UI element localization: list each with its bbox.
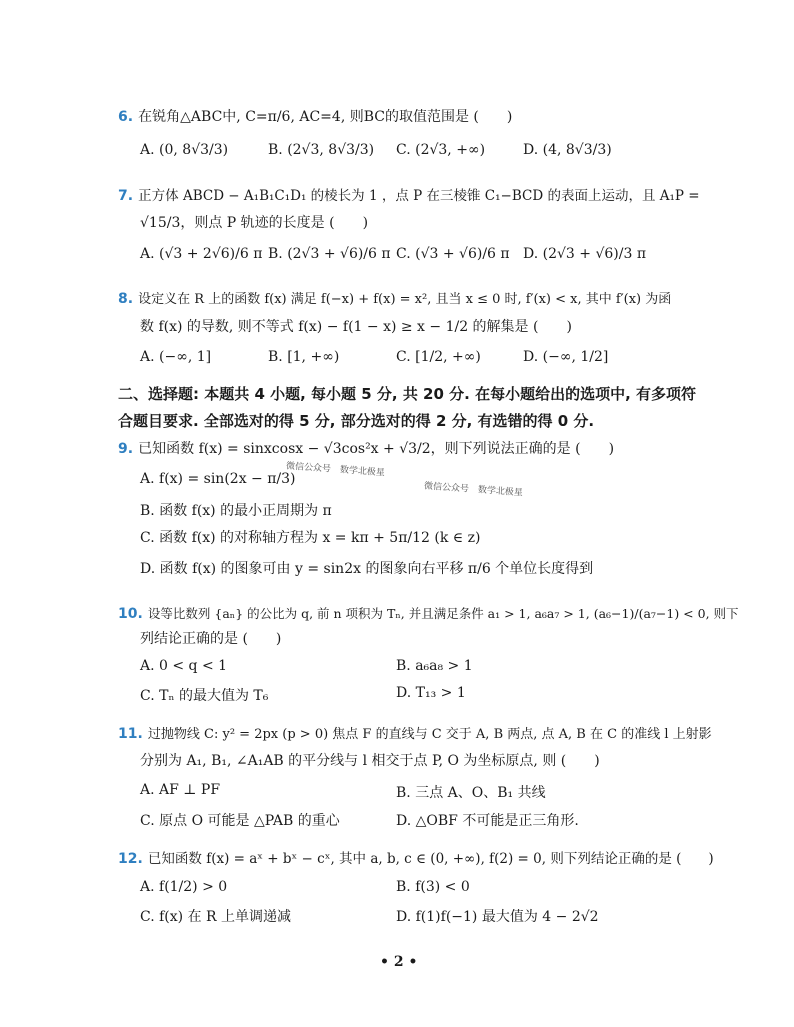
q11-option-b: B. 三点 A、O、B₁ 共线: [396, 785, 546, 801]
watermark-2: 微信公众号 数学北极星: [423, 481, 524, 499]
q12-option-d: D. f(1)f(−1) 最大值为 4 − 2√2: [396, 909, 599, 925]
q7-number: 7.: [118, 188, 134, 204]
q7-option-c: C. (√3 + √6)/6 π: [396, 246, 510, 262]
q10-option-a: A. 0 < q < 1: [140, 658, 228, 674]
q9-number: 9.: [118, 441, 134, 457]
q6-option-a: A. (0, 8√3/3): [140, 142, 229, 158]
q7-stem-line1: 正方体 ABCD − A₁B₁C₁D₁ 的棱长为 1 ，点 P 在三棱锥 C₁−BCD 的表面上运动，且 A₁P =: [138, 188, 700, 204]
q8-stem-line2: 数 f(x) 的导数, 则不等式 f(x) − f(1 − x) ≥ x − 1/2 的解集是 ( ): [140, 319, 572, 335]
q6-option-c: C. (2√3, +∞): [396, 142, 486, 158]
q12-option-a: A. f(1/2) > 0: [140, 879, 228, 895]
q10-option-c: C. Tₙ 的最大值为 T₆: [140, 688, 269, 704]
q7-option-b: B. (2√3 + √6)/6 π: [268, 246, 391, 262]
section-2-heading-line2: 合题目要求. 全部选对的得 5 分, 部分选对的得 2 分, 有选错的得 0 分.: [118, 412, 595, 430]
q11-option-a: A. AF ⊥ PF: [140, 782, 221, 798]
q9-stem: 已知函数 f(x) = sinxcosx − √3cos²x + √3/2，则下列说法正确的是 ( ): [138, 441, 615, 457]
q8: [118, 288, 671, 307]
q12: [118, 847, 714, 867]
q6-number: 6.: [118, 109, 134, 125]
q6-option-d: D. (4, 8√3/3): [523, 142, 612, 158]
q8-option-d: D. (−∞, 1/2]: [523, 349, 609, 365]
q6: [118, 106, 512, 126]
q8-option-c: C. [1/2, +∞): [396, 349, 481, 365]
q11-option-c: C. 原点 O 可能是 △PAB 的重心: [140, 813, 340, 829]
q6-stem: 在锐角△ABC中, C=π/6, AC=4, 则BC的取值范围是 ( ): [138, 109, 513, 125]
q10-stem-line1: 设等比数列 {aₙ} 的公比为 q, 前 n 项积为 Tₙ, 并且满足条件 a₁ > 1, a₆a₇ > 1, (a₆−1)/(a₇−1) < 0, 则下: [147, 606, 739, 621]
q12-stem: 已知函数 f(x) = aˣ + bˣ − cˣ, 其中 a, b, c ∈ (0, +∞), f(2) = 0, 则下列结论正确的是 ( ): [147, 851, 714, 867]
q6-option-b: B. (2√3, 8√3/3): [268, 142, 375, 158]
q11-number: 11.: [118, 726, 143, 742]
q10-stem-line2: 列结论正确的是 ( ): [140, 631, 282, 647]
q7-stem-line2: √15/3，则点 P 轨迹的长度是 ( ): [140, 215, 369, 231]
q8-option-a: A. (−∞, 1]: [140, 349, 212, 365]
q11: [118, 723, 712, 742]
q7-option-a: A. (√3 + 2√6)/6 π: [140, 246, 263, 262]
q10: [118, 603, 739, 622]
q11-stem-line2: 分别为 A₁, B₁, ∠A₁AB 的平分线与 l 相交于点 P, O 为坐标原点, 则 ( ): [140, 753, 600, 769]
q7: [118, 184, 700, 204]
q12-option-c: C. f(x) 在 R 上单调递减: [140, 909, 292, 925]
q9: [118, 438, 614, 458]
q8-stem-line1: 设定义在 R 上的函数 f(x) 满足 f(−x) + f(x) = x², 且当 x ≤ 0 时, f′(x) < x, 其中 f′(x) 为函: [138, 292, 672, 307]
q10-option-b: B. a₆a₈ > 1: [396, 658, 473, 674]
section-2-heading-line1: 二、选择题: 本题共 4 小题, 每小题 5 分, 共 20 分. 在每小题给出的选项中, 有多项符: [118, 385, 696, 403]
watermark-1: 微信公众号 数学北极星: [285, 461, 386, 479]
q8-number: 8.: [118, 291, 134, 307]
page-number: • 2 •: [380, 954, 418, 970]
q12-option-b: B. f(3) < 0: [396, 879, 470, 895]
q9-option-c: C. 函数 f(x) 的对称轴方程为 x = kπ + 5π/12 (k ∈ z): [140, 530, 481, 546]
q9-option-d: D. 函数 f(x) 的图象可由 y = sin2x 的图象向右平移 π/6 个单位长度得到: [140, 561, 594, 577]
q10-option-d: D. T₁₃ > 1: [396, 685, 466, 701]
q9-option-b: B. 函数 f(x) 的最小正周期为 π: [140, 503, 332, 519]
q9-option-a: A. f(x) = sin(2x − π/3): [140, 471, 296, 487]
q10-number: 10.: [118, 606, 143, 622]
q11-stem-line1: 过抛物线 C: y² = 2px (p > 0) 焦点 F 的直线与 C 交于 A, B 两点, 点 A, B 在 C 的准线 l 上射影: [147, 727, 712, 742]
q8-option-b: B. [1, +∞): [268, 349, 340, 365]
q12-number: 12.: [118, 851, 143, 867]
q7-option-d: D. (2√3 + √6)/3 π: [523, 246, 647, 262]
q11-option-d: D. △OBF 不可能是正三角形.: [396, 813, 579, 829]
